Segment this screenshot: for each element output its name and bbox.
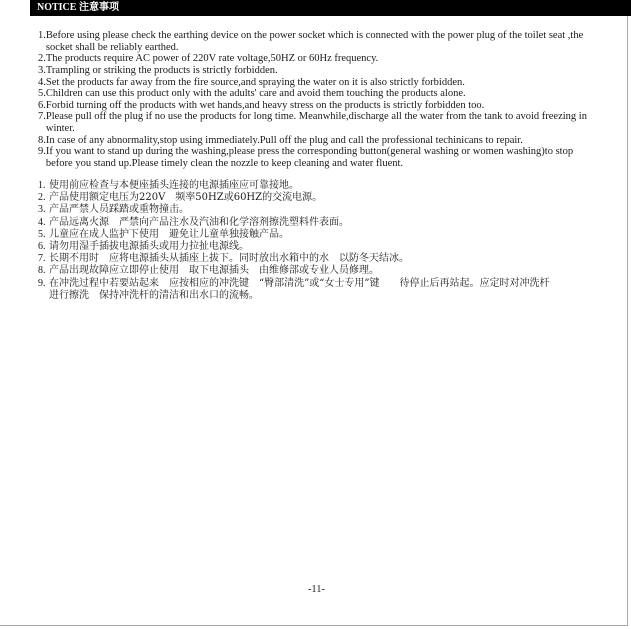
notice-item-number: 6. <box>38 99 46 111</box>
notice-item-text <box>49 253 620 265</box>
notice-item-number: 3. <box>38 64 46 76</box>
chinese-notice-item <box>38 192 620 204</box>
notice-text-line: Before using please check the earthing device on the power socket which is connected with the power plug of the toilet seat ,the <box>45 30 584 41</box>
notice-text-line: 使用前应检查与本便座插头连接的电源插座应可靠接地。 <box>49 180 299 191</box>
notice-item-number: 4. <box>38 76 46 88</box>
notice-item-number: 5. <box>38 88 46 100</box>
notice-item-number: 4. <box>38 216 46 228</box>
english-notice-item <box>38 65 620 77</box>
notice-item-number: 3. <box>38 204 46 216</box>
notice-text-continuation: winter. <box>45 123 75 135</box>
notice-item-text <box>46 88 620 100</box>
notice-item-number: 8. <box>38 265 46 277</box>
notice-text-line: 在冲洗过程中若要站起来 应按相应的冲洗键 “臀部清洗”或“女士专用”键 待停止后再站起。应定时对冲洗杆 <box>49 277 550 289</box>
notice-item-number: 1. <box>38 30 46 41</box>
notice-text-line: 产品出现故障应立即停止使用 取下电源插头 由维修部或专业人员修理。 <box>49 265 379 277</box>
notice-text-line: 长期不用时 应将电源插头从插座上拔下。同时放出水箱中的水 以防冬天结冰。 <box>49 253 409 265</box>
notice-item-text <box>49 229 620 241</box>
notice-item-text <box>49 192 620 204</box>
notice-item-number: 2. <box>38 53 46 65</box>
chinese-notice-item <box>38 180 620 192</box>
notice-item-number: 7. <box>38 253 46 265</box>
notice-text-continuation: 进行擦洗 保持冲洗杆的清洁和出水口的流畅。 <box>49 289 259 301</box>
english-notice-item <box>38 100 620 112</box>
notice-item-text <box>46 111 620 134</box>
notice-item-number: 9. <box>38 146 46 158</box>
chinese-notice-item <box>38 217 620 229</box>
english-notice-item <box>38 30 620 53</box>
chinese-notice-item <box>38 265 620 277</box>
english-notice-item <box>38 53 620 65</box>
chinese-notice-item <box>38 253 620 265</box>
chinese-notice-item <box>38 204 620 216</box>
notice-text-line: Children can use this product only with the adults' care and avoid them touching the products alone. <box>45 88 466 100</box>
notice-item-number: 5. <box>38 228 46 240</box>
notice-item-number: 6. <box>38 241 46 253</box>
notice-text-line: Forbid turning off the products with wet hands,and heavy stress on the products is strictly forbidden too. <box>45 99 485 111</box>
english-notice-item <box>38 146 620 169</box>
english-notice-item <box>38 135 620 147</box>
english-notice-item <box>38 77 620 89</box>
notice-text-line: If you want to stand up during the washing,please press the corresponding button(general washing or women washing)to stop <box>45 146 574 158</box>
notice-item-text <box>46 146 620 169</box>
notice-item-number: 9. <box>38 277 46 289</box>
notice-text-line: 请勿用湿手插拔电源插头或用力拉扯电源线。 <box>49 241 249 253</box>
notice-item-text <box>49 204 620 216</box>
notice-item-text <box>46 135 620 147</box>
chinese-notice-list <box>38 180 620 302</box>
notice-text-line: 产品严禁人员踩踏或重物撞击。 <box>49 204 189 216</box>
notice-item-number: 8. <box>38 134 46 146</box>
notice-item-text <box>49 241 620 253</box>
notice-item-number: 1. <box>38 180 46 191</box>
chinese-notice-item <box>38 278 620 302</box>
notice-item-text <box>46 77 620 89</box>
notice-text-line: Please pull off the plug if no use the products for long time. Meanwhile,discharge all the water from the tank to avoid freezing in <box>45 111 587 123</box>
english-notice-item <box>38 88 620 100</box>
notice-text-line: 产品远离火源 严禁向产品注水及汽油和化学溶剂擦洗塑料件表面。 <box>49 216 349 228</box>
english-notice-list <box>38 30 620 170</box>
notice-item-text <box>49 180 620 192</box>
notice-item-text <box>46 100 620 112</box>
notice-text-line: 儿童应在成人监护下使用 避免让儿童单独接触产品。 <box>49 228 289 240</box>
notice-item-number: 7. <box>38 111 46 123</box>
notice-text-continuation: socket shall be reliably earthed. <box>45 41 179 53</box>
chinese-notice-item <box>38 241 620 253</box>
notice-text-continuation: before you stand up.Please timely clean the nozzle to keep cleaning and water fluent. <box>45 158 404 170</box>
notice-item-text <box>49 278 620 302</box>
notice-item-text <box>49 265 620 277</box>
chinese-notice-item <box>38 229 620 241</box>
notice-item-text <box>46 65 620 77</box>
page-number: -11- <box>307 584 326 595</box>
notice-text-line: Set the products far away from the fire source,and spraying the water on it is also strictly forbidden. <box>45 76 465 88</box>
notice-header-title: NOTICE 注意事项 <box>37 2 119 13</box>
notice-text-line: Trampling or striking the products is strictly forbidden. <box>45 64 278 76</box>
notice-header-bar <box>30 0 631 16</box>
notice-item-number: 2. <box>38 192 46 204</box>
notice-text-line: 产品使用额定电压为220V 频率50HZ或60HZ的交流电源。 <box>49 192 323 204</box>
notice-item-text <box>46 53 620 65</box>
notice-text-line: The products require AC power of 220V rate voltage,50HZ or 60Hz frequency. <box>45 53 379 65</box>
notice-item-text <box>49 217 620 229</box>
notice-item-text <box>46 30 620 53</box>
notice-text-line: In case of any abnormality,stop using immediately.Pull off the plug and call the professional techinicans to repair. <box>45 134 523 146</box>
english-notice-item <box>38 111 620 134</box>
